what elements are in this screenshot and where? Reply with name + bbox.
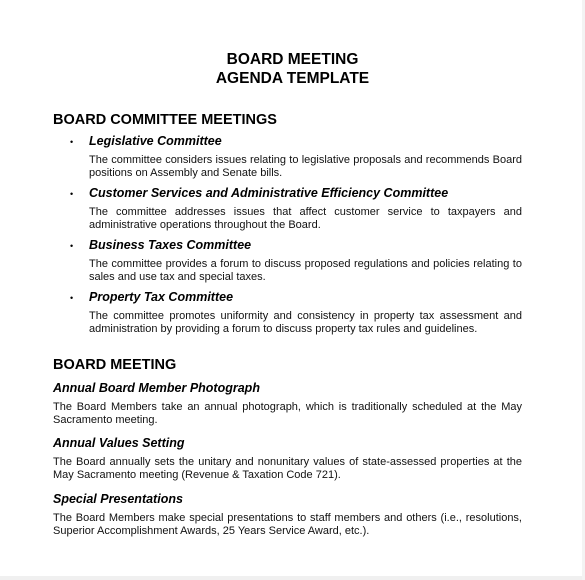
description-line: The committee considers issues relating to legislative proposals and recommends Board: [89, 154, 522, 166]
description-line: May Sacramento meeting (Revenue & Taxation Code 721).: [53, 469, 341, 481]
agenda-item-title-photograph: Annual Board Member Photograph: [53, 381, 260, 395]
agenda-item-title-values-setting: Annual Values Setting: [53, 436, 185, 450]
committee-description-property-tax: [89, 310, 522, 336]
description-line: The committee promotes uniformity and consistency in property tax assessment and: [89, 310, 522, 322]
page-bottom-edge: [0, 576, 585, 580]
bullet-icon: •: [70, 241, 74, 251]
committee-title-customer-services: Customer Services and Administrative Efficiency Committee: [89, 186, 449, 200]
description-line: administrative operations throughout the Board.: [89, 219, 321, 231]
agenda-item-title-special-presentations: Special Presentations: [53, 492, 183, 506]
agenda-item-description-special-presentations: [53, 512, 522, 538]
document-title-line-1: BOARD MEETING: [226, 51, 359, 68]
description-line: positions on Assembly and Senate bills.: [89, 167, 283, 179]
agenda-item-description-photograph: [53, 401, 522, 427]
section-heading-committee-meetings: BOARD COMMITTEE MEETINGS: [53, 112, 277, 128]
committee-description-business-taxes: [89, 258, 522, 284]
description-line: Superior Accomplishment Awards, 25 Years Service Award, etc.).: [53, 525, 370, 537]
description-line: Sacramento meeting.: [53, 414, 158, 426]
committee-title-legislative: Legislative Committee: [89, 134, 222, 148]
description-line: The Board Members take an annual photograph, which is traditionally scheduled at the May: [53, 401, 522, 413]
description-line: The committee addresses issues that affect customer service to taxpayers and: [89, 206, 522, 218]
bullet-icon: •: [70, 137, 74, 147]
description-line: The committee provides a forum to discuss proposed regulations and policies relating to: [89, 258, 522, 270]
committee-title-property-tax: Property Tax Committee: [89, 290, 234, 304]
document-title-line-2: AGENDA TEMPLATE: [215, 70, 370, 87]
section-heading-board-meeting: BOARD MEETING: [53, 357, 177, 373]
committee-title-business-taxes: Business Taxes Committee: [89, 238, 252, 252]
committee-description-legislative: [89, 154, 522, 180]
description-line: administration by providing a forum to discuss property tax rules and guidelines.: [89, 323, 478, 335]
committee-description-customer-services: [89, 206, 522, 232]
bullet-icon: •: [70, 189, 74, 199]
bullet-icon: •: [70, 293, 74, 303]
description-line: The Board annually sets the unitary and nonunitary values of state-assessed properties at the: [53, 456, 522, 468]
agenda-item-description-values-setting: [53, 456, 522, 482]
description-line: The Board Members make special presentations to staff members and others (i.e., resolutions,: [53, 512, 522, 524]
description-line: sales and use tax and special taxes.: [89, 271, 266, 283]
